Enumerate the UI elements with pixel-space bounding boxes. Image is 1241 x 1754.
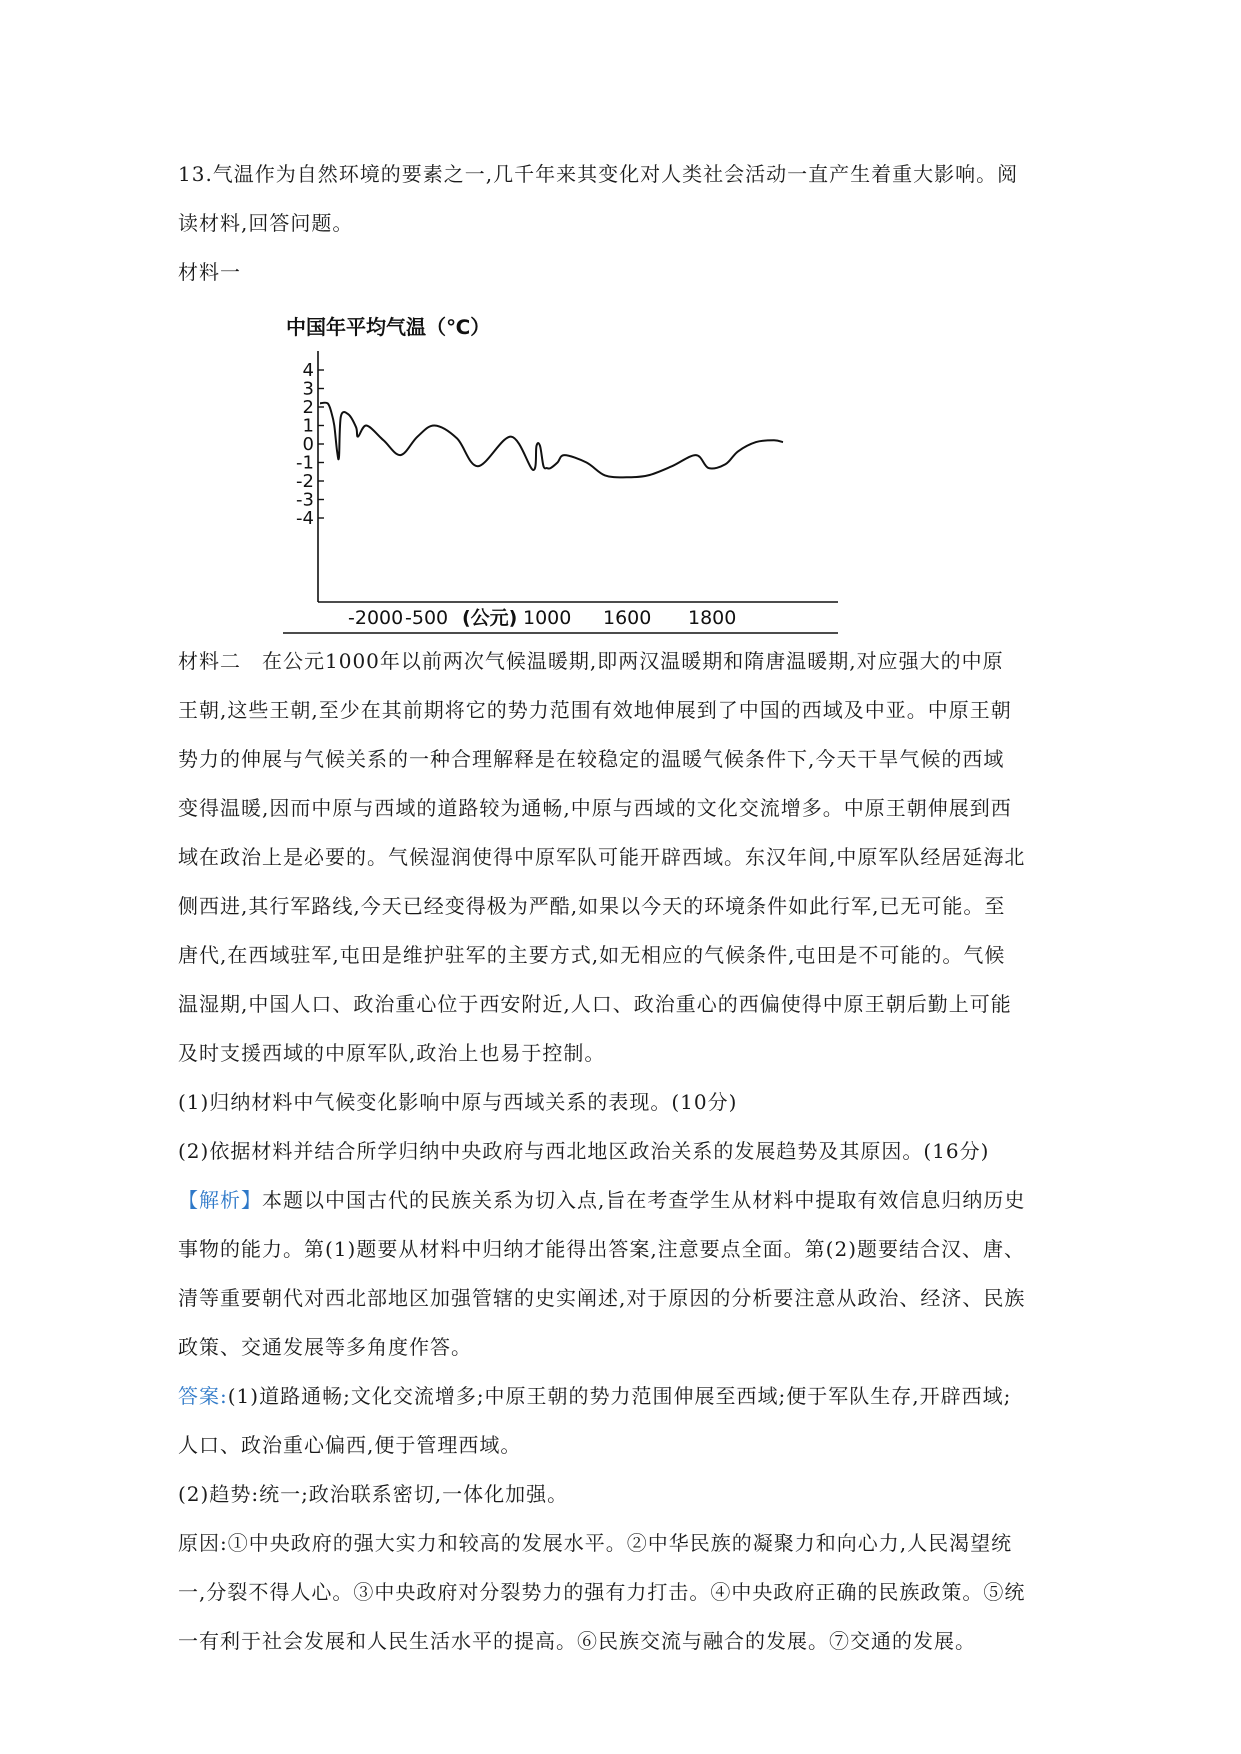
x-upper-tick-label: 1000 xyxy=(523,607,572,629)
x-upper-tick-label: (公元) xyxy=(462,607,518,629)
x-upper-tick-label: -500 xyxy=(405,607,449,629)
y-tick-label: 1 xyxy=(302,415,314,437)
chart-title: 中国年平均气温（℃） xyxy=(286,315,491,339)
temperature-chart xyxy=(178,297,1078,637)
material2-line: 唐代,在西域驻军,屯田是维护驻军的主要方式,如无相应的气候条件,屯田是不可能的。气候 xyxy=(178,943,1006,967)
material2-line: 温湿期,中国人口、政治重心位于西安附近,人口、政治重心的西偏使得中原王朝后勤上可能 xyxy=(178,992,1012,1016)
x-upper-tick-label: 1600 xyxy=(603,607,652,629)
analysis-text: 事物的能力。第(1)题要从材料中归纳才能得出答案,注意要点全面。第(2)题要结合汉、唐、 xyxy=(178,1237,1026,1261)
analysis-text: 政策、交通发展等多角度作答。 xyxy=(178,1335,472,1359)
y-tick-label: 4 xyxy=(302,360,314,381)
material2-line: 侧西进,其行军路线,今天已经变得极为严酷,如果以今天的环境条件如此行军,已无可能。至 xyxy=(178,894,1006,918)
question-2: (2)依据材料并结合所学归纳中央政府与西北地区政治关系的发展趋势及其原因。(16分) xyxy=(178,1139,990,1163)
material2-line: 及时支援西域的中原军队,政治上也易于控制。 xyxy=(178,1041,606,1065)
answer-text: (2)趋势:统一;政治联系密切,一体化加强。 xyxy=(178,1482,569,1506)
material2-line: 变得温暖,因而中原与西域的道路较为通畅,中原与西域的文化交流增多。中原王朝伸展到西 xyxy=(178,796,1012,820)
answer-text: 人口、政治重心偏西,便于管理西域。 xyxy=(178,1433,522,1457)
answer-text: 一有利于社会发展和人民生活水平的提高。⑥民族交流与融合的发展。⑦交通的发展。 xyxy=(178,1629,976,1653)
material1-label: 材料一 xyxy=(178,260,241,284)
x-upper-tick-label: -2000 xyxy=(348,607,404,629)
document-page xyxy=(178,150,1078,1666)
answer-text: (1)道路通畅;文化交流增多;中原王朝的势力范围伸展至西域;便于军队生存,开辟西域; xyxy=(227,1384,1012,1408)
analysis-label: 【解析】 xyxy=(178,1188,262,1212)
answer-label: 答案: xyxy=(178,1384,228,1408)
material2-line: 域在政治上是必要的。气候湿润使得中原军队可能开辟西域。东汉年间,中原军队经居延海北 xyxy=(178,845,1026,869)
temperature-series-line xyxy=(320,403,783,478)
material2-line: 材料二 在公元1000年以前两次气候温暖期,即两汉温暖期和隋唐温暖期,对应强大的中原 xyxy=(178,649,1004,673)
y-tick-label: -2 xyxy=(296,471,314,492)
question-line: 13.气温作为自然环境的要素之一,几千年来其变化对人类社会活动一直产生着重大影响。阅 xyxy=(178,162,1019,186)
analysis-text: 清等重要朝代对西北部地区加强管辖的史实阐述,对于原因的分析要注意从政治、经济、民族 xyxy=(178,1286,1026,1310)
y-tick-label: -3 xyxy=(296,489,314,511)
y-tick-label: -1 xyxy=(296,452,314,474)
y-tick-label: 3 xyxy=(302,378,314,400)
chart-svg xyxy=(178,297,1078,637)
material2-line: 势力的伸展与气候关系的一种合理解释是在较稳定的温暖气候条件下,今天干旱气候的西域 xyxy=(178,747,1005,771)
answer-text: 原因:①中央政府的强大实力和较高的发展水平。②中华民族的凝聚力和向心力,人民渴望统 xyxy=(178,1531,1013,1555)
y-tick-label: 0 xyxy=(302,434,314,455)
material2-line: 王朝,这些王朝,至少在其前期将它的势力范围有效地伸展到了中国的西域及中亚。中原王朝 xyxy=(178,698,1012,722)
answer-text: 一,分裂不得人心。③中央政府对分裂势力的强有力打击。④中央政府正确的民族政策。⑤统 xyxy=(178,1580,1026,1604)
y-tick-label: 2 xyxy=(302,397,314,418)
y-tick-label: -4 xyxy=(296,508,314,529)
x-upper-tick-label: 1800 xyxy=(688,607,737,629)
question-line: 读材料,回答问题。 xyxy=(178,211,354,235)
question-1: (1)归纳材料中气候变化影响中原与西域关系的表现。(10分) xyxy=(178,1090,738,1114)
analysis-text: 本题以中国古代的民族关系为切入点,旨在考查学生从材料中提取有效信息归纳历史 xyxy=(262,1188,1026,1212)
